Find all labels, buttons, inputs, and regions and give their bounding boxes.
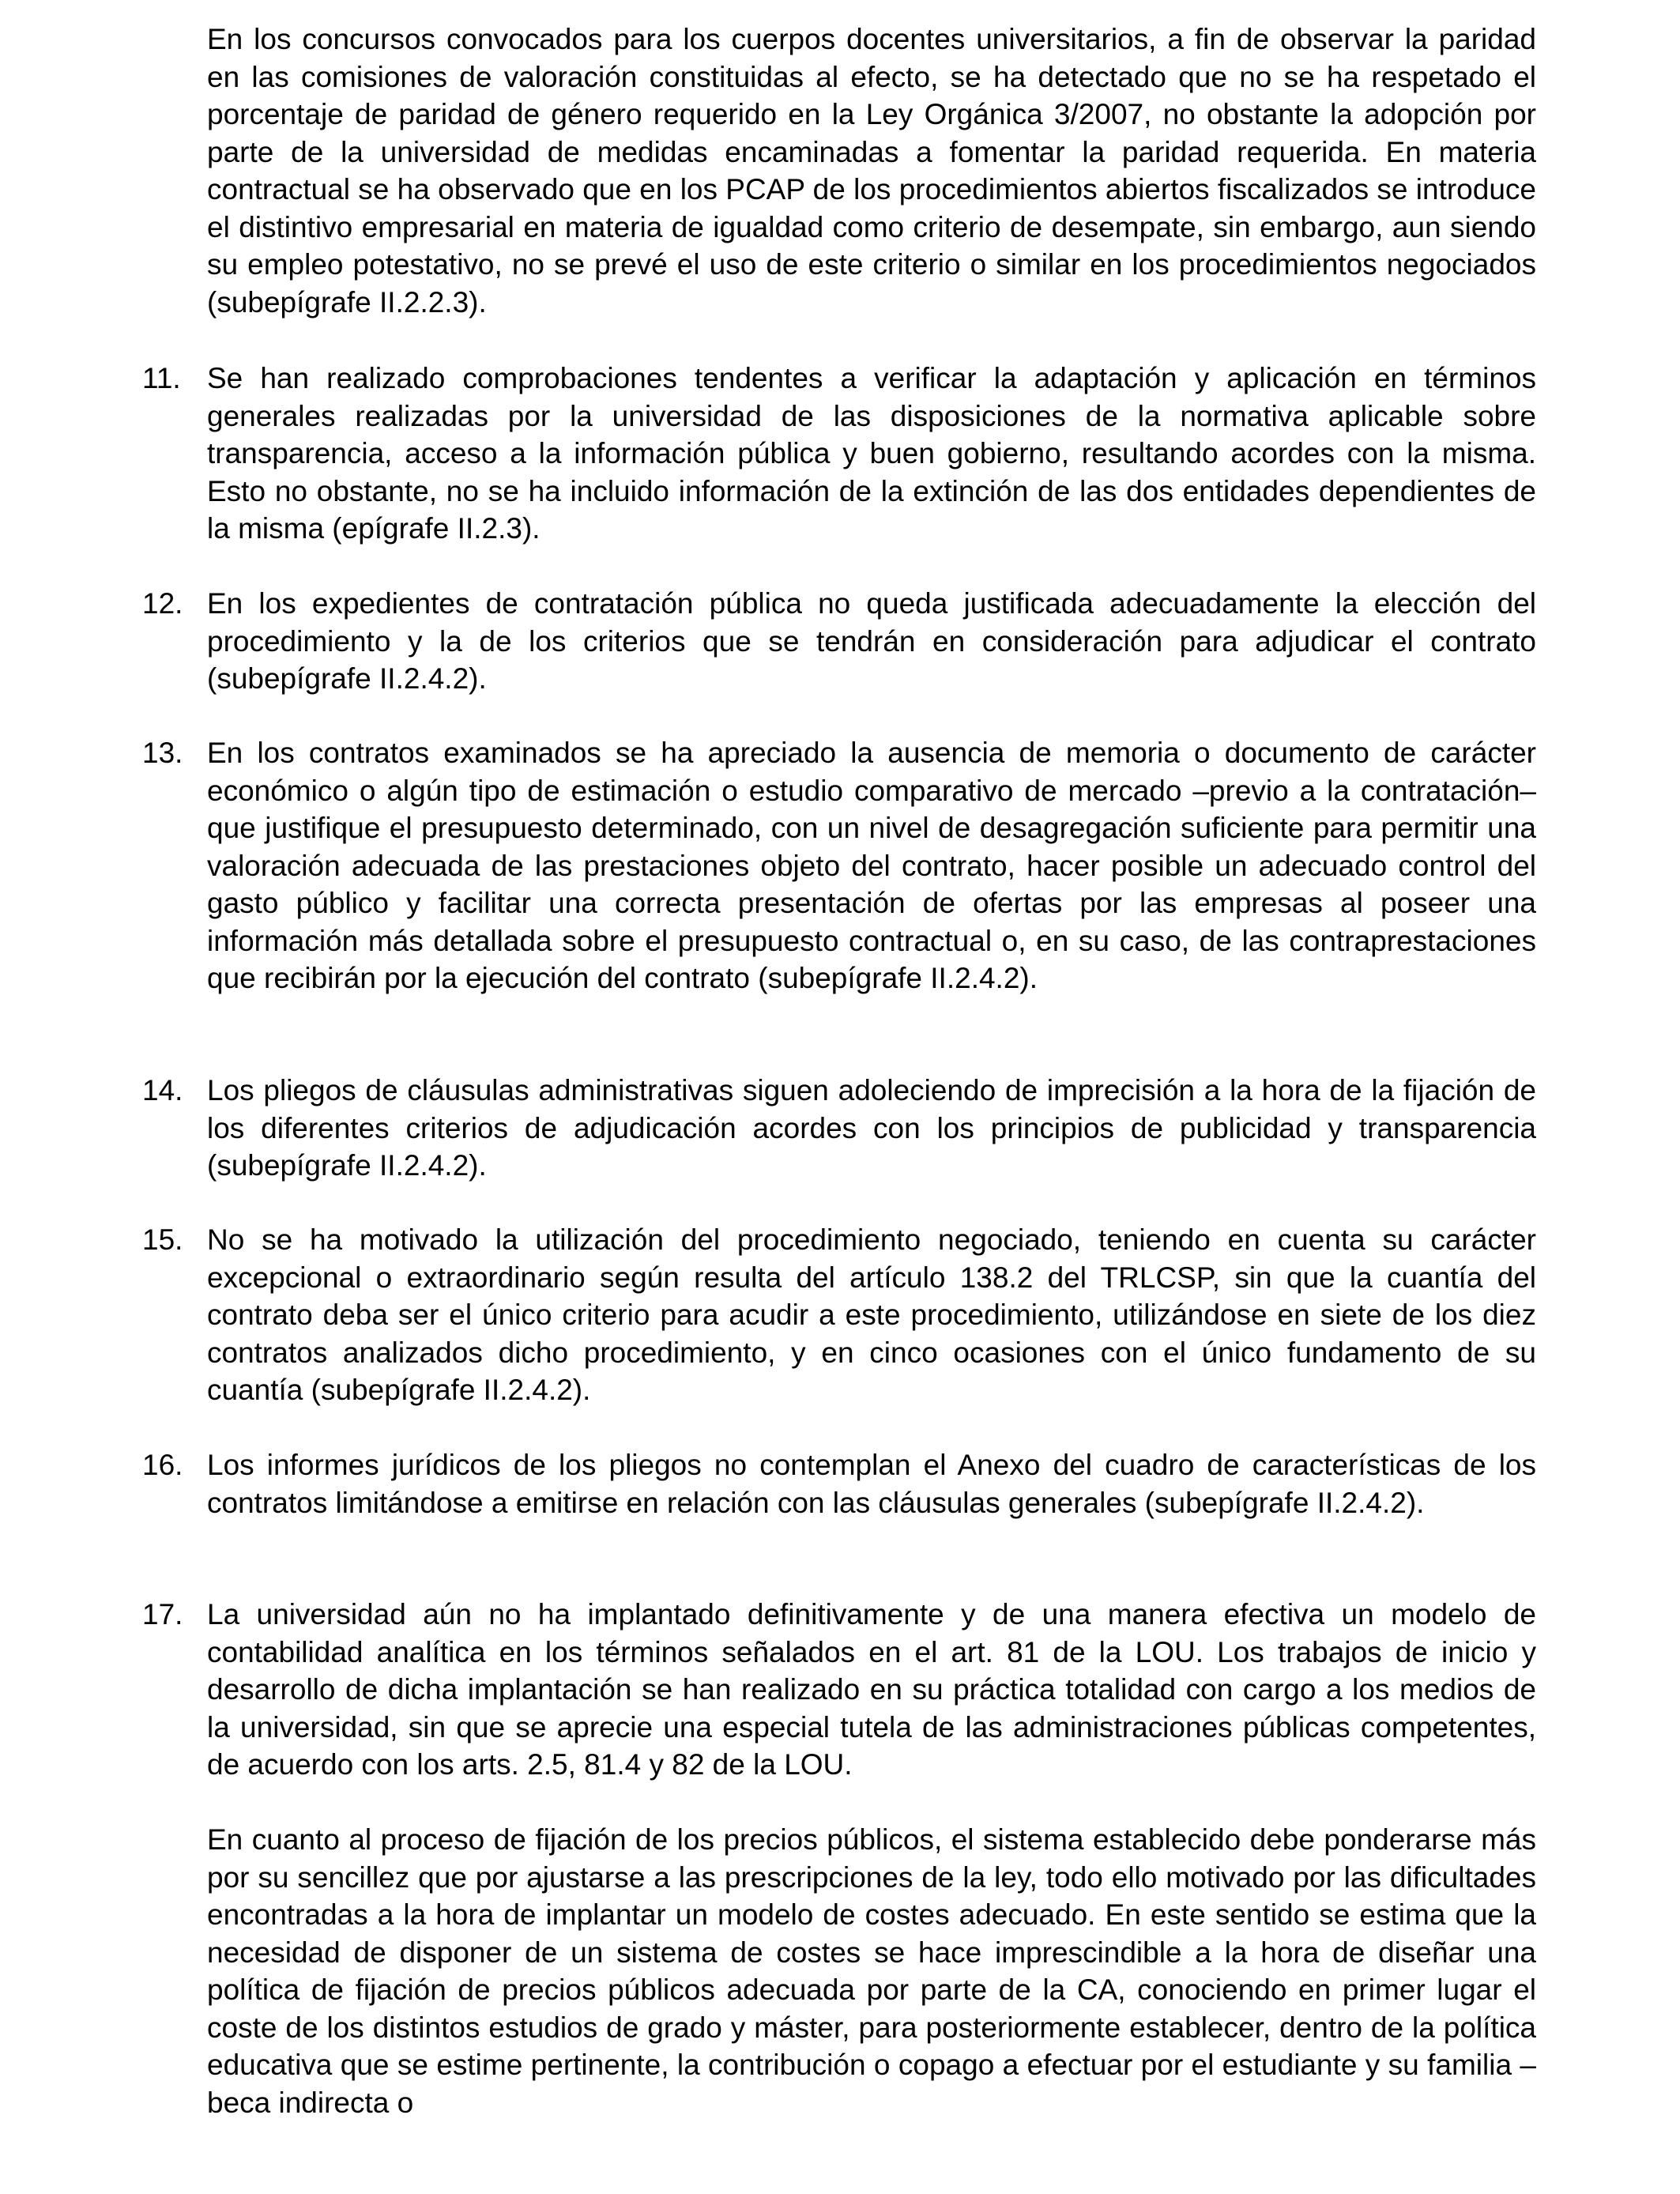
item-number: 16. bbox=[142, 1449, 183, 1481]
item-text: No se ha motivado la utilización del procedimiento negociado, teniendo en cuenta su carácter excepcional o extraordinario según resulta del artículo 138.2 del TRLCSP, sin que la cuantía del contrato deba ser el único criterio para acudir a este procedimiento, utilizándose en siete de los diez contratos analizados dicho procedimiento, y en cinco ocasiones con el único fundamento de su cuantía (subepígrafe II.2.4.2). bbox=[207, 1223, 1536, 1406]
item-text: En los expedientes de contratación pública no queda justificada adecuadamente la elección del procedimiento y la de los criterios que se tendrán en consideración para adjudicar el contrato (subepígrafe II.2.4.2). bbox=[207, 587, 1536, 695]
item-number: 12. bbox=[142, 587, 183, 620]
item-number: 11. bbox=[142, 362, 181, 394]
item-text: Se han realizado comprobaciones tendentes a verificar la adaptación y aplicación en términos generales realizadas por la universidad de las disposiciones de la normativa aplicable sobre transparencia, acceso a la información pública y buen gobierno, resultando acordes con la misma. Esto no obstante, no se ha incluido información de la extinción de las dos entidades dependientes de la misma (epígrafe II.2.3). bbox=[207, 362, 1536, 545]
item-text: La universidad aún no ha implantado definitivamente y de una manera efectiva un modelo de contabilidad analítica en los términos señalados en el art. 81 de la LOU. Los trabajos de inicio y desarrollo de dicha implantación se han realizado en su práctica totalidad con cargo a los medios de la universidad, sin que se aprecie una especial tutela de las administraciones públicas competentes, de acuerdo con los arts. 2.5, 81.4 y 82 de la LOU. bbox=[207, 1598, 1536, 1781]
intro-paragraph: En los concursos convocados para los cuerpos docentes universitarios, a fin de observar la paridad en las comisiones de valoración constituidas al efecto, se ha detectado que no se ha respetado el porcentaje de paridad de género requerido en la Ley Orgánica 3/2007, no obstante la adopción por parte de la universidad de medidas encaminadas a fomentar la paridad requerida. En materia contractual se ha observado que en los PCAP de los procedimientos abiertos fiscalizados se introduce el distintivo empresarial en materia de igualdad como criterio de desempate, sin embargo, aun siendo su empleo potestativo, no se prevé el uso de este criterio o similar en los procedimientos negociados (subepígrafe II.2.2.3). bbox=[207, 23, 1536, 319]
item-text: En los contratos examinados se ha apreciado la ausencia de memoria o documento de carácter económico o algún tipo de estimación o estudio comparativo de mercado –previo a la contratación– que justifique el presupuesto determinado, con un nivel de desagregación suficiente para permitir una valoración adecuada de las prestaciones objeto del contrato, hacer posible un adecuado control del gasto público y facilitar una correcta presentación de ofertas por las empresas al poseer una información más detallada sobre el presupuesto contractual o, en su caso, de las contraprestaciones que recibirán por la ejecución del contrato (subepígrafe II.2.4.2). bbox=[207, 737, 1536, 994]
item-number: 17. bbox=[142, 1598, 183, 1630]
item-number: 15. bbox=[142, 1223, 183, 1256]
item-number: 14. bbox=[142, 1074, 183, 1106]
item-text: Los pliegos de cláusulas administrativas siguen adoleciendo de imprecisión a la hora de la fijación de los diferentes criterios de adjudicación acordes con los principios de publicidad y transparencia (subepígrafe II.2.4.2). bbox=[207, 1074, 1536, 1182]
closing-paragraph: En cuanto al proceso de fijación de los precios públicos, el sistema establecido debe ponderarse más por su sencillez que por ajustarse a las prescripciones de la ley, todo ello motivado por las dificultades encontradas a la hora de implantar un modelo de costes adecuado. En este sentido se estima que la necesidad de disponer de un sistema de costes se hace imprescindible a la hora de diseñar una política de fijación de precios públicos adecuada por parte de la CA, conociendo en primer lugar el coste de los distintos estudios de grado y máster, para posteriormente establecer, dentro de la política educativa que se estime pertinente, la contribución o copago a efectuar por el estudiante y su familia –beca indirecta o bbox=[207, 1823, 1536, 2119]
item-number: 13. bbox=[142, 737, 183, 769]
item-text: Los informes jurídicos de los pliegos no contemplan el Anexo del cuadro de características de los contratos limitándose a emitirse en relación con las cláusulas generales (subepígrafe II.2.4.2). bbox=[207, 1449, 1536, 1519]
